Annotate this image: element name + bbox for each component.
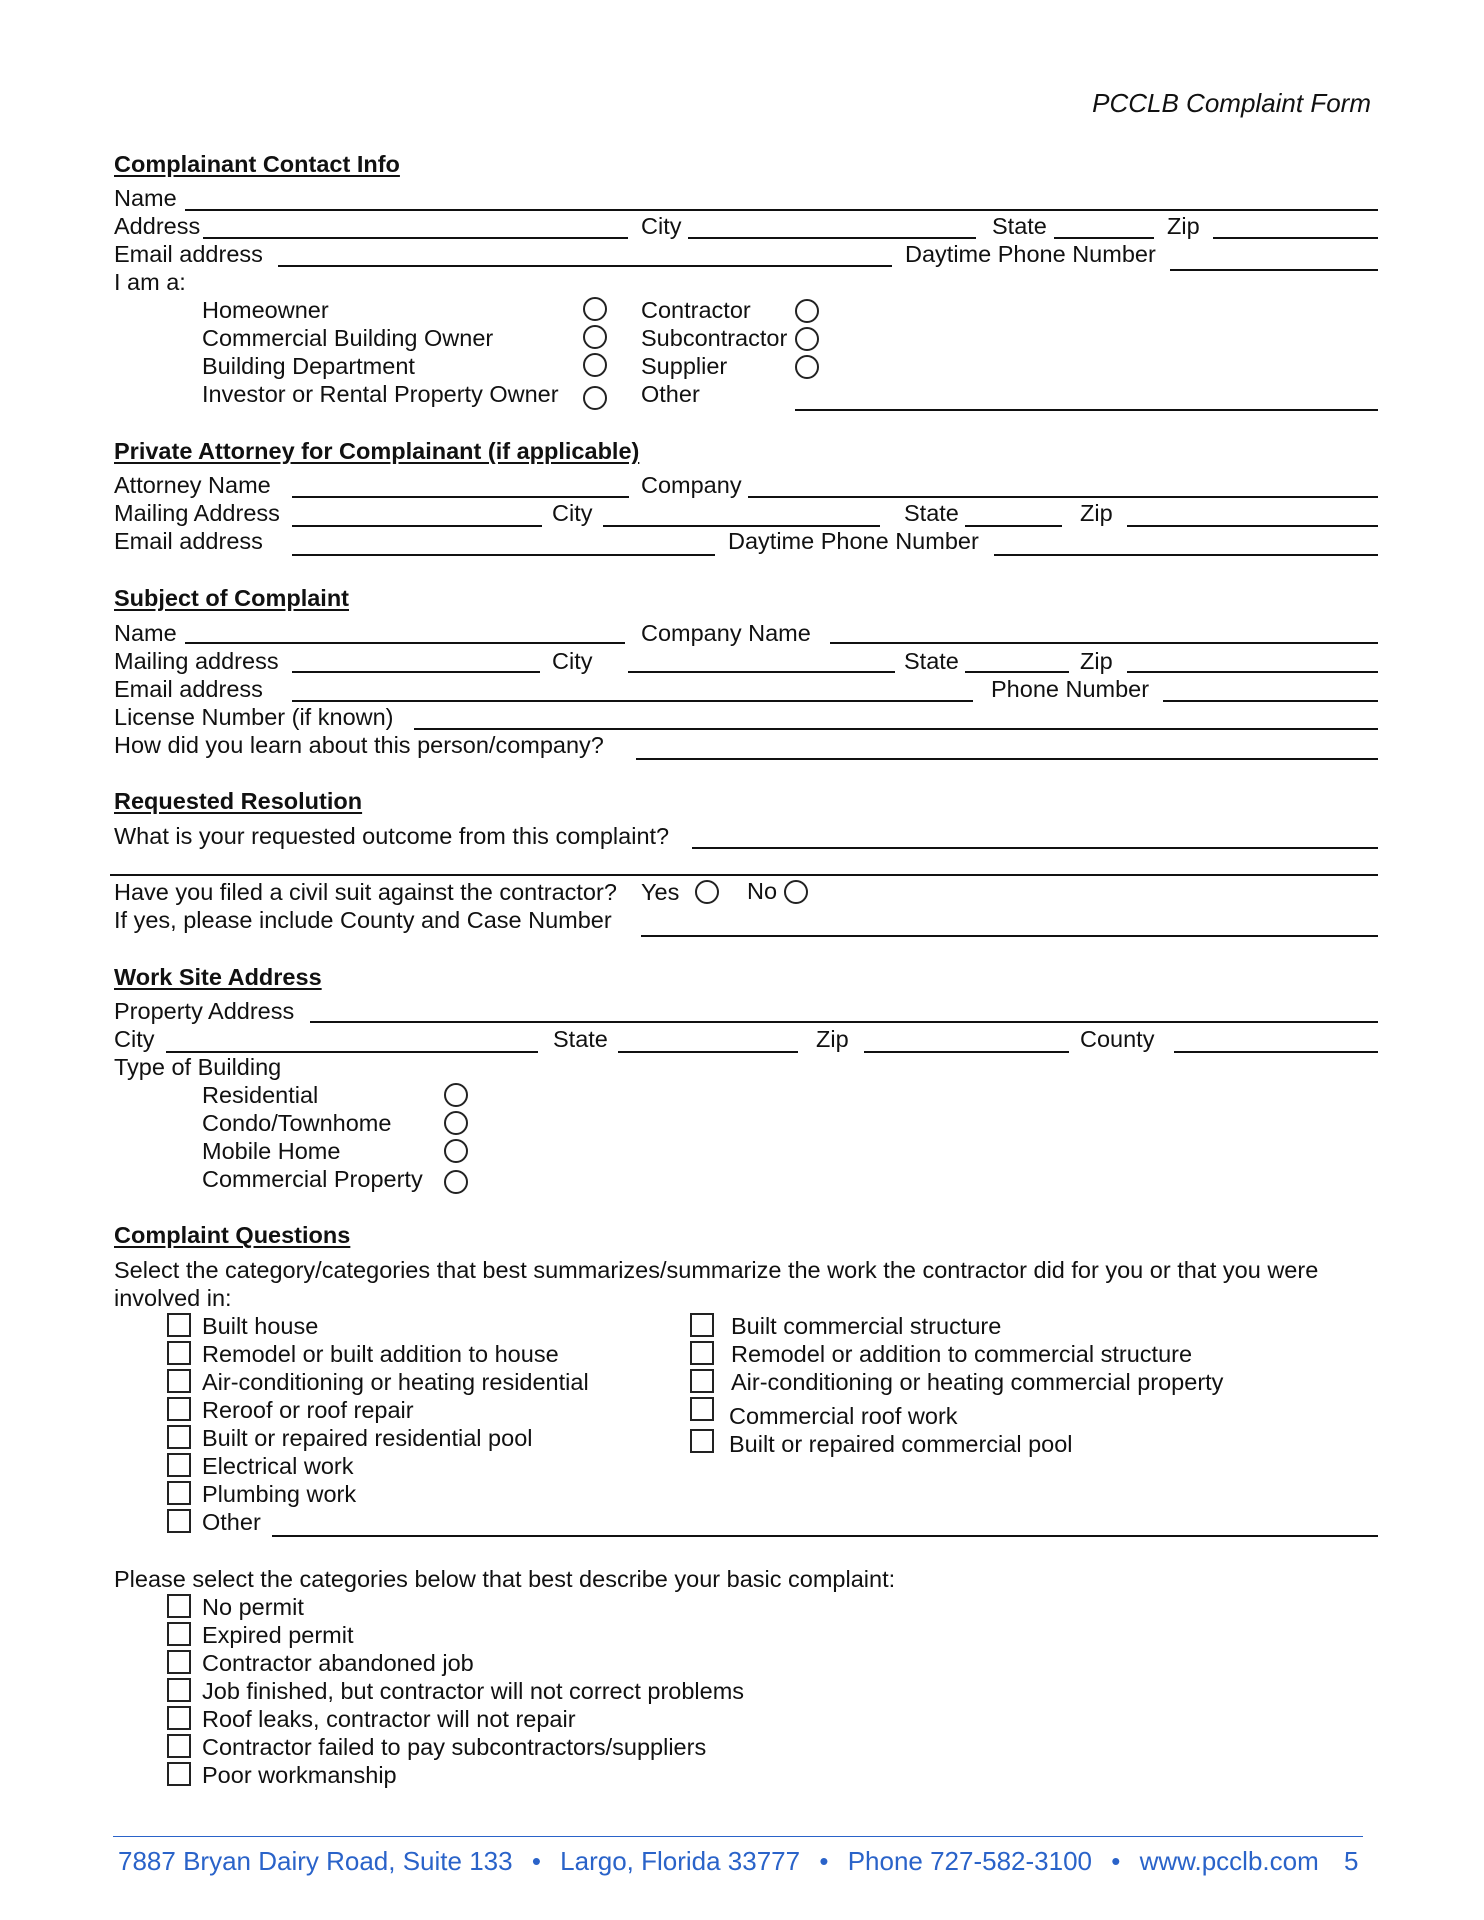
building-commercial-label: Commercial Property <box>202 1166 423 1192</box>
role-contractor-radio[interactable] <box>795 299 819 323</box>
worksite-state-field[interactable] <box>618 1051 798 1053</box>
footer-city: Largo, Florida 33777 <box>560 1846 801 1876</box>
complainant-name-label: Name <box>114 185 177 211</box>
outcome-label: What is your requested outcome from this complaint? <box>114 823 670 849</box>
subject-name-label: Name <box>114 620 177 646</box>
role-supplier-radio[interactable] <box>795 355 819 379</box>
civil-suit-yes-label: Yes <box>641 879 680 905</box>
case-number-label: If yes, please include County and Case Number <box>114 907 612 933</box>
attorney-mailing-field[interactable] <box>292 525 542 527</box>
work-built-house-label: Built house <box>202 1313 319 1339</box>
basic-no-permit-label: No permit <box>202 1594 304 1620</box>
civil-suit-yes-radio[interactable] <box>695 880 719 904</box>
worksite-county-field[interactable] <box>1174 1051 1378 1053</box>
attorney-zip-label: Zip <box>1080 500 1113 526</box>
attorney-state-field[interactable] <box>965 525 1062 527</box>
complainant-phone-field[interactable] <box>1170 269 1378 271</box>
footer-web-link[interactable]: www.pcclb.com <box>1139 1846 1319 1876</box>
basic-not-correct-label: Job finished, but contractor will not correct problems <box>202 1678 745 1704</box>
work-other-checkbox[interactable] <box>167 1509 191 1533</box>
role-other-field[interactable] <box>795 409 1378 411</box>
work-commercial-structure-label: Built commercial structure <box>731 1313 1002 1339</box>
subject-state-label: State <box>904 648 959 674</box>
basic-failed-pay-label: Contractor failed to pay subcontractors/suppliers <box>202 1734 707 1760</box>
attorney-zip-field[interactable] <box>1127 525 1378 527</box>
outcome-field-line2[interactable] <box>110 874 1378 876</box>
work-remodel-house-checkbox[interactable] <box>167 1341 191 1365</box>
subject-learn-label: How did you learn about this person/company? <box>114 732 604 758</box>
work-electrical-label: Electrical work <box>202 1453 354 1479</box>
worksite-county-label: County <box>1080 1026 1155 1052</box>
basic-poor-workmanship-checkbox[interactable] <box>167 1762 191 1786</box>
complainant-state-field[interactable] <box>1054 237 1154 239</box>
role-building-dept-label: Building Department <box>202 353 415 379</box>
work-ac-commercial-checkbox[interactable] <box>690 1369 714 1393</box>
building-type-label: Type of Building <box>114 1054 282 1080</box>
complainant-state-label: State <box>992 213 1047 239</box>
attorney-mailing-label: Mailing Address <box>114 500 280 526</box>
civil-suit-no-radio[interactable] <box>784 880 808 904</box>
work-other-field[interactable] <box>272 1535 1378 1537</box>
subject-state-field[interactable] <box>965 671 1069 673</box>
subject-city-field[interactable] <box>628 671 895 673</box>
outcome-field[interactable] <box>692 847 1378 849</box>
role-subcontractor-radio[interactable] <box>795 327 819 351</box>
basic-not-correct-checkbox[interactable] <box>167 1678 191 1702</box>
building-mobile-radio[interactable] <box>444 1139 468 1163</box>
basic-poor-workmanship-label: Poor workmanship <box>202 1762 397 1788</box>
basic-abandoned-checkbox[interactable] <box>167 1650 191 1674</box>
complainant-phone-label: Daytime Phone Number <box>905 241 1156 267</box>
work-residential-pool-checkbox[interactable] <box>167 1425 191 1449</box>
basic-failed-pay-checkbox[interactable] <box>167 1734 191 1758</box>
complainant-email-field[interactable] <box>278 265 892 267</box>
complainant-address-label: Address <box>114 213 201 239</box>
questions-intro-line2: involved in: <box>114 1285 232 1311</box>
work-commercial-roof-checkbox[interactable] <box>690 1397 714 1421</box>
footer-separator-1: • <box>531 1846 541 1876</box>
work-commercial-roof-label: Commercial roof work <box>729 1403 958 1429</box>
section-heading-attorney: Private Attorney for Complainant (if applicable) <box>114 438 640 464</box>
footer-separator-3: • <box>1111 1846 1121 1876</box>
basic-roof-leaks-checkbox[interactable] <box>167 1706 191 1730</box>
section-heading-subject: Subject of Complaint <box>114 585 349 611</box>
basic-expired-permit-label: Expired permit <box>202 1622 354 1648</box>
property-address-field[interactable] <box>310 1021 1378 1023</box>
subject-license-label: License Number (if known) <box>114 704 394 730</box>
footer-phone: Phone 727-582-3100 <box>847 1846 1093 1876</box>
complainant-zip-field[interactable] <box>1213 237 1378 239</box>
complainant-city-label: City <box>641 213 682 239</box>
role-contractor-label: Contractor <box>641 297 751 323</box>
footer-separator-2: • <box>819 1846 829 1876</box>
attorney-state-label: State <box>904 500 959 526</box>
complainant-address-field[interactable] <box>203 237 628 239</box>
role-investor-label: Investor or Rental Property Owner <box>202 381 559 407</box>
role-building-dept-radio[interactable] <box>583 353 607 377</box>
building-mobile-label: Mobile Home <box>202 1138 341 1164</box>
building-condo-radio[interactable] <box>444 1111 468 1135</box>
role-subcontractor-label: Subcontractor <box>641 325 788 351</box>
attorney-email-label: Email address <box>114 528 263 554</box>
work-remodel-commercial-label: Remodel or addition to commercial structure <box>731 1341 1193 1367</box>
subject-phone-field[interactable] <box>1163 700 1378 702</box>
work-remodel-house-label: Remodel or built addition to house <box>202 1341 559 1367</box>
building-residential-label: Residential <box>202 1082 319 1108</box>
building-condo-label: Condo/Townhome <box>202 1110 392 1136</box>
work-reroof-label: Reroof or roof repair <box>202 1397 414 1423</box>
basic-no-permit-checkbox[interactable] <box>167 1594 191 1618</box>
section-heading-worksite: Work Site Address <box>114 964 322 990</box>
page-number: 5 <box>1343 1846 1359 1876</box>
work-ac-residential-label: Air-conditioning or heating residential <box>202 1369 589 1395</box>
work-residential-pool-label: Built or repaired residential pool <box>202 1425 533 1451</box>
subject-license-field[interactable] <box>414 728 1378 730</box>
attorney-city-field[interactable] <box>603 525 880 527</box>
subject-name-field[interactable] <box>185 642 625 644</box>
questions-intro-line1: Select the category/categories that best summarizes/summarize the work the contractor did for you or that you were <box>114 1257 1319 1283</box>
subject-city-label: City <box>552 648 593 674</box>
subject-zip-field[interactable] <box>1127 671 1378 673</box>
worksite-zip-label: Zip <box>816 1026 849 1052</box>
subject-mailing-field[interactable] <box>292 671 540 673</box>
work-ac-residential-checkbox[interactable] <box>167 1369 191 1393</box>
subject-phone-label: Phone Number <box>991 676 1150 702</box>
worksite-city-label: City <box>114 1026 155 1052</box>
section-heading-questions: Complaint Questions <box>114 1222 351 1248</box>
role-supplier-label: Supplier <box>641 353 728 379</box>
attorney-company-label: Company <box>641 472 742 498</box>
complainant-name-field[interactable] <box>185 209 1378 211</box>
work-remodel-commercial-checkbox[interactable] <box>690 1341 714 1365</box>
subject-company-field[interactable] <box>830 642 1378 644</box>
role-commercial-owner-label: Commercial Building Owner <box>202 325 494 351</box>
basic-abandoned-label: Contractor abandoned job <box>202 1650 474 1676</box>
complainant-email-label: Email address <box>114 241 263 267</box>
work-plumbing-checkbox[interactable] <box>167 1481 191 1505</box>
iam-label: I am a: <box>114 269 186 295</box>
footer-address: 7887 Bryan Dairy Road, Suite 133 <box>118 1846 513 1876</box>
role-investor-radio[interactable] <box>583 386 607 410</box>
basic-roof-leaks-label: Roof leaks, contractor will not repair <box>202 1706 576 1732</box>
subject-company-label: Company Name <box>641 620 811 646</box>
work-plumbing-label: Plumbing work <box>202 1481 357 1507</box>
civil-suit-no-label: No <box>747 878 778 904</box>
case-number-field[interactable] <box>641 935 1378 937</box>
work-reroof-checkbox[interactable] <box>167 1397 191 1421</box>
attorney-name-field[interactable] <box>292 496 629 498</box>
work-other-label: Other <box>202 1509 261 1535</box>
subject-email-field[interactable] <box>292 700 973 702</box>
subject-zip-label: Zip <box>1080 648 1113 674</box>
section-heading-resolution: Requested Resolution <box>114 788 363 814</box>
role-commercial-owner-radio[interactable] <box>583 325 607 349</box>
attorney-phone-field[interactable] <box>994 554 1378 556</box>
worksite-zip-field[interactable] <box>864 1051 1069 1053</box>
work-built-house-checkbox[interactable] <box>167 1313 191 1337</box>
worksite-city-field[interactable] <box>166 1051 538 1053</box>
page-title: PCCLB Complaint Form <box>1092 88 1371 118</box>
role-homeowner-radio[interactable] <box>583 297 607 321</box>
attorney-phone-label: Daytime Phone Number <box>728 528 979 554</box>
role-homeowner-label: Homeowner <box>202 297 329 323</box>
basic-expired-permit-checkbox[interactable] <box>167 1622 191 1646</box>
subject-learn-field[interactable] <box>636 758 1378 760</box>
footer-rule <box>113 1836 1363 1837</box>
building-commercial-radio[interactable] <box>444 1170 468 1194</box>
basic-complaint-intro: Please select the categories below that best describe your basic complaint: <box>114 1566 896 1592</box>
attorney-company-field[interactable] <box>748 496 1378 498</box>
subject-mailing-label: Mailing address <box>114 648 279 674</box>
work-commercial-structure-checkbox[interactable] <box>690 1313 714 1337</box>
attorney-email-field[interactable] <box>292 554 715 556</box>
civil-suit-label: Have you filed a civil suit against the contractor? <box>114 879 617 905</box>
building-residential-radio[interactable] <box>444 1083 468 1107</box>
section-heading-complainant: Complainant Contact Info <box>114 151 400 177</box>
work-commercial-pool-checkbox[interactable] <box>690 1429 714 1453</box>
work-electrical-checkbox[interactable] <box>167 1453 191 1477</box>
attorney-city-label: City <box>552 500 593 526</box>
worksite-state-label: State <box>553 1026 608 1052</box>
role-other-label: Other <box>641 381 700 407</box>
complainant-zip-label: Zip <box>1167 213 1200 239</box>
property-address-label: Property Address <box>114 998 295 1024</box>
work-commercial-pool-label: Built or repaired commercial pool <box>729 1431 1073 1457</box>
subject-email-label: Email address <box>114 676 263 702</box>
work-ac-commercial-label: Air-conditioning or heating commercial property <box>731 1369 1224 1395</box>
complainant-city-field[interactable] <box>688 237 976 239</box>
attorney-name-label: Attorney Name <box>114 472 271 498</box>
footer <box>118 1848 1358 1874</box>
